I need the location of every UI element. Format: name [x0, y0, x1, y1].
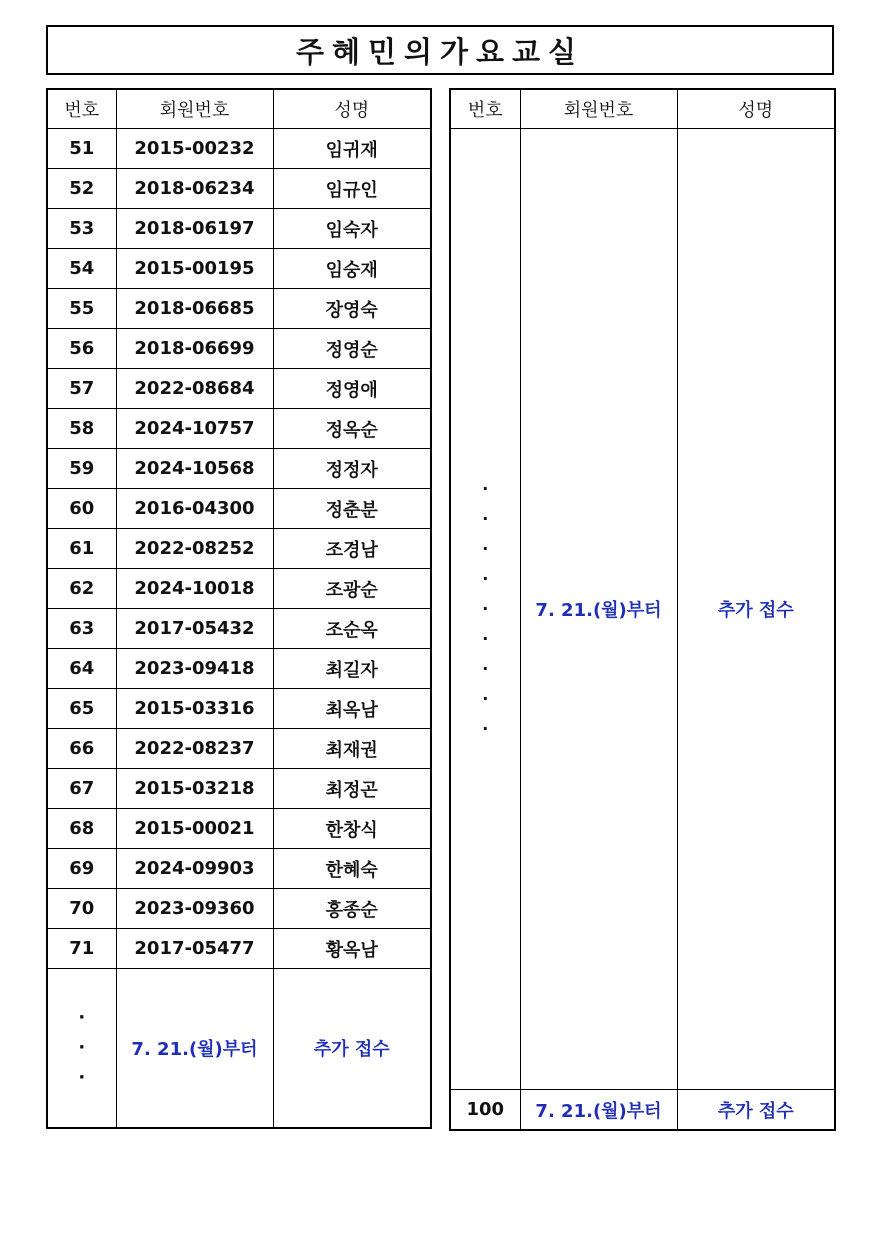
row-number: 55 — [47, 289, 116, 329]
table-header-row — [450, 89, 835, 129]
member-name: 정정자 — [273, 449, 431, 489]
member-name: 임귀재 — [273, 129, 431, 169]
table-row — [47, 929, 431, 969]
member-id: 2022-08684 — [116, 369, 273, 409]
member-id: 2015-00195 — [116, 249, 273, 289]
additional-date: 7. 21.(월)부터 — [116, 969, 273, 1129]
row-number: 59 — [47, 449, 116, 489]
table-row — [47, 689, 431, 729]
table-row — [47, 129, 431, 169]
header-number: 번호 — [47, 89, 116, 129]
member-id: 2024-10568 — [116, 449, 273, 489]
row-number: 67 — [47, 769, 116, 809]
member-id: 2023-09418 — [116, 649, 273, 689]
table-row — [47, 889, 431, 929]
row-number: 54 — [47, 249, 116, 289]
row-number: 61 — [47, 529, 116, 569]
member-name: 황옥남 — [273, 929, 431, 969]
member-name: 임숙자 — [273, 209, 431, 249]
row-number: 65 — [47, 689, 116, 729]
member-id: 2016-04300 — [116, 489, 273, 529]
member-name: 정옥순 — [273, 409, 431, 449]
header-name: 성명 — [273, 89, 431, 129]
member-id: 2018-06197 — [116, 209, 273, 249]
row-number: 57 — [47, 369, 116, 409]
right-block-row — [450, 129, 835, 1090]
member-name: 한혜숙 — [273, 849, 431, 889]
table-row — [47, 609, 431, 649]
row-number: 70 — [47, 889, 116, 929]
left-tail-row — [47, 969, 431, 1129]
member-name: 조순옥 — [273, 609, 431, 649]
table-row — [47, 409, 431, 449]
member-id: 2018-06685 — [116, 289, 273, 329]
member-id: 2024-10757 — [116, 409, 273, 449]
header-number: 번호 — [450, 89, 520, 129]
row-number: 60 — [47, 489, 116, 529]
member-id: 2023-09360 — [116, 889, 273, 929]
member-name: 정영애 — [273, 369, 431, 409]
table-row — [47, 169, 431, 209]
table-row — [47, 209, 431, 249]
member-id: 2022-08237 — [116, 729, 273, 769]
member-name: 최재권 — [273, 729, 431, 769]
table-row — [47, 569, 431, 609]
header-name: 성명 — [677, 89, 835, 129]
additional-note: 추가 접수 — [273, 969, 431, 1129]
member-name: 조경남 — [273, 529, 431, 569]
row-number: 68 — [47, 809, 116, 849]
member-name: 최옥남 — [273, 689, 431, 729]
member-name: 정춘분 — [273, 489, 431, 529]
row-number: 53 — [47, 209, 116, 249]
additional-date: 7. 21.(월)부터 — [520, 1090, 677, 1131]
member-name: 장영숙 — [273, 289, 431, 329]
member-name: 조광순 — [273, 569, 431, 609]
member-name: 임규인 — [273, 169, 431, 209]
table-row — [47, 809, 431, 849]
row-number: 52 — [47, 169, 116, 209]
row-number: 58 — [47, 409, 116, 449]
additional-note: 추가 접수 — [677, 1090, 835, 1131]
table-row — [47, 529, 431, 569]
ellipsis-dots: · · · — [47, 969, 116, 1129]
member-table-left — [46, 88, 432, 1129]
member-id: 2022-08252 — [116, 529, 273, 569]
table-row — [47, 289, 431, 329]
right-last-row — [450, 1090, 835, 1131]
row-number: 56 — [47, 329, 116, 369]
member-name: 최정곤 — [273, 769, 431, 809]
member-name: 최길자 — [273, 649, 431, 689]
table-row — [47, 849, 431, 889]
member-name: 홍종순 — [273, 889, 431, 929]
row-number: 66 — [47, 729, 116, 769]
table-row — [47, 489, 431, 529]
ellipsis-dots: · · · · · · · · · — [450, 129, 520, 1090]
row-number: 63 — [47, 609, 116, 649]
row-number: 64 — [47, 649, 116, 689]
table-row — [47, 649, 431, 689]
member-name: 임숭재 — [273, 249, 431, 289]
table-row — [47, 769, 431, 809]
member-table-right — [449, 88, 836, 1131]
member-name: 정영순 — [273, 329, 431, 369]
member-id: 2017-05477 — [116, 929, 273, 969]
row-number: 71 — [47, 929, 116, 969]
member-id: 2015-00021 — [116, 809, 273, 849]
additional-date: 7. 21.(월)부터 — [520, 129, 677, 1090]
row-number: 69 — [47, 849, 116, 889]
member-id: 2018-06699 — [116, 329, 273, 369]
page-title: 주혜민의가요교실 — [46, 25, 834, 75]
table-row — [47, 249, 431, 289]
row-number: 100 — [450, 1090, 520, 1131]
member-id: 2024-10018 — [116, 569, 273, 609]
member-id: 2015-03218 — [116, 769, 273, 809]
member-id: 2015-03316 — [116, 689, 273, 729]
row-number: 62 — [47, 569, 116, 609]
member-name: 한창식 — [273, 809, 431, 849]
member-id: 2015-00232 — [116, 129, 273, 169]
table-header-row — [47, 89, 431, 129]
header-member-id: 회원번호 — [116, 89, 273, 129]
member-id: 2024-09903 — [116, 849, 273, 889]
table-row — [47, 369, 431, 409]
table-row — [47, 329, 431, 369]
table-row — [47, 449, 431, 489]
row-number: 51 — [47, 129, 116, 169]
member-id: 2018-06234 — [116, 169, 273, 209]
header-member-id: 회원번호 — [520, 89, 677, 129]
additional-note: 추가 접수 — [677, 129, 835, 1090]
member-id: 2017-05432 — [116, 609, 273, 649]
table-row — [47, 729, 431, 769]
